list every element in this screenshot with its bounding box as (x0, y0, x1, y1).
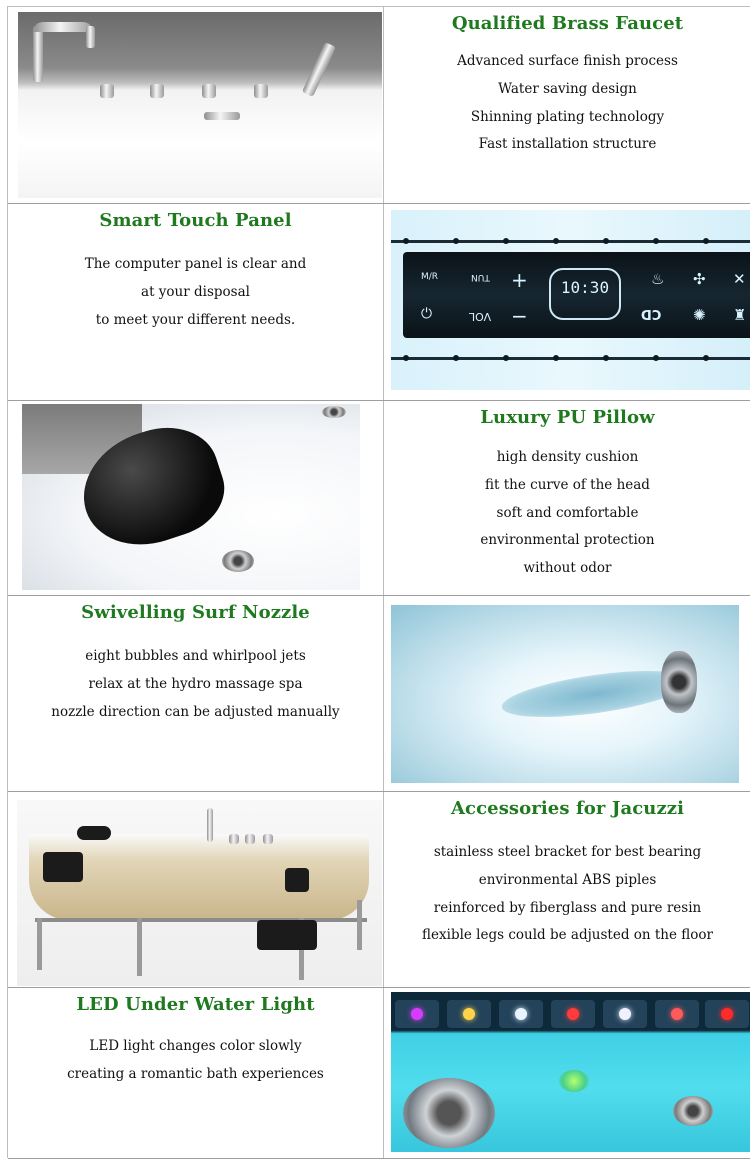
feature-line: relax at the hydro massage spa (88, 675, 303, 692)
feature-line: nozzle direction can be adjusted manually (51, 703, 340, 720)
touch-panel-image (391, 210, 750, 390)
row-led-light (8, 988, 750, 1159)
heater-icon: ♨ (651, 270, 665, 288)
nozzle-text (8, 596, 383, 791)
row-touch-panel (8, 204, 750, 401)
light-icon: ✺ (693, 306, 706, 324)
section-title: Swivelling Surf Nozzle (81, 602, 310, 623)
feature-line: creating a romantic bath experiences (67, 1065, 324, 1082)
feature-line: Water saving design (498, 80, 637, 97)
jacuzzi-accessories-image (17, 800, 382, 986)
feature-line: at your disposal (141, 283, 250, 300)
cd-label: CD (641, 306, 662, 321)
feature-line: to meet your different needs. (95, 311, 296, 328)
section-title: Qualified Brass Faucet (451, 13, 684, 34)
feature-line: Shinning plating technology (470, 108, 665, 125)
shower-icon: ♜ (733, 306, 747, 324)
feature-line: LED light changes color slowly (89, 1038, 302, 1054)
accessories-text (384, 792, 750, 987)
pillow-text (384, 401, 750, 595)
tune-label: TUN (471, 272, 490, 282)
feature-line: Fast installation structure (478, 136, 657, 153)
feature-line: environmental protection (480, 532, 655, 549)
feature-line: The computer panel is clear and (84, 256, 307, 272)
section-title: Accessories for Jacuzzi (450, 798, 685, 819)
mode-label: M/R (421, 272, 439, 282)
plus-icon: + (511, 268, 528, 292)
led-light-image (391, 992, 750, 1152)
section-title: Smart Touch Panel (99, 210, 292, 231)
section-title: Luxury PU Pillow (480, 407, 655, 428)
brass-faucet-image (18, 12, 382, 198)
feature-line: Advanced surface finish process (457, 53, 678, 69)
feature-line: fit the curve of the head (485, 476, 650, 493)
feature-line: high density cushion (496, 449, 639, 465)
fan-icon: ✕ (733, 270, 746, 288)
control-panel (403, 252, 750, 338)
lcd-display: 10:30 (549, 268, 621, 320)
pu-pillow-image (22, 404, 360, 590)
row-accessories (8, 792, 750, 988)
feature-line: stainless steel bracket for best bearing (433, 844, 702, 860)
feature-line: without odor (523, 560, 612, 577)
touch-panel-text (8, 204, 383, 400)
feature-line: environmental ABS piples (478, 871, 657, 888)
row-faucet (8, 7, 750, 204)
bubble-icon: ✣ (693, 270, 706, 288)
feature-line: eight bubbles and whirlpool jets (85, 648, 306, 664)
led-text (8, 988, 383, 1158)
row-pillow (8, 401, 750, 596)
row-nozzle (8, 596, 750, 792)
volume-label: VOL (469, 310, 492, 323)
feature-line: soft and comfortable (496, 504, 639, 521)
surf-nozzle-image (391, 605, 739, 783)
power-icon: ⏻ (421, 306, 433, 322)
section-title: LED Under Water Light (76, 994, 315, 1015)
product-feature-sheet (7, 6, 750, 1158)
faucet-text (384, 7, 750, 203)
feature-line: reinforced by fiberglass and pure resin (433, 899, 702, 916)
feature-line: flexible legs could be adjusted on the floor (422, 927, 713, 944)
minus-icon: − (511, 304, 528, 328)
